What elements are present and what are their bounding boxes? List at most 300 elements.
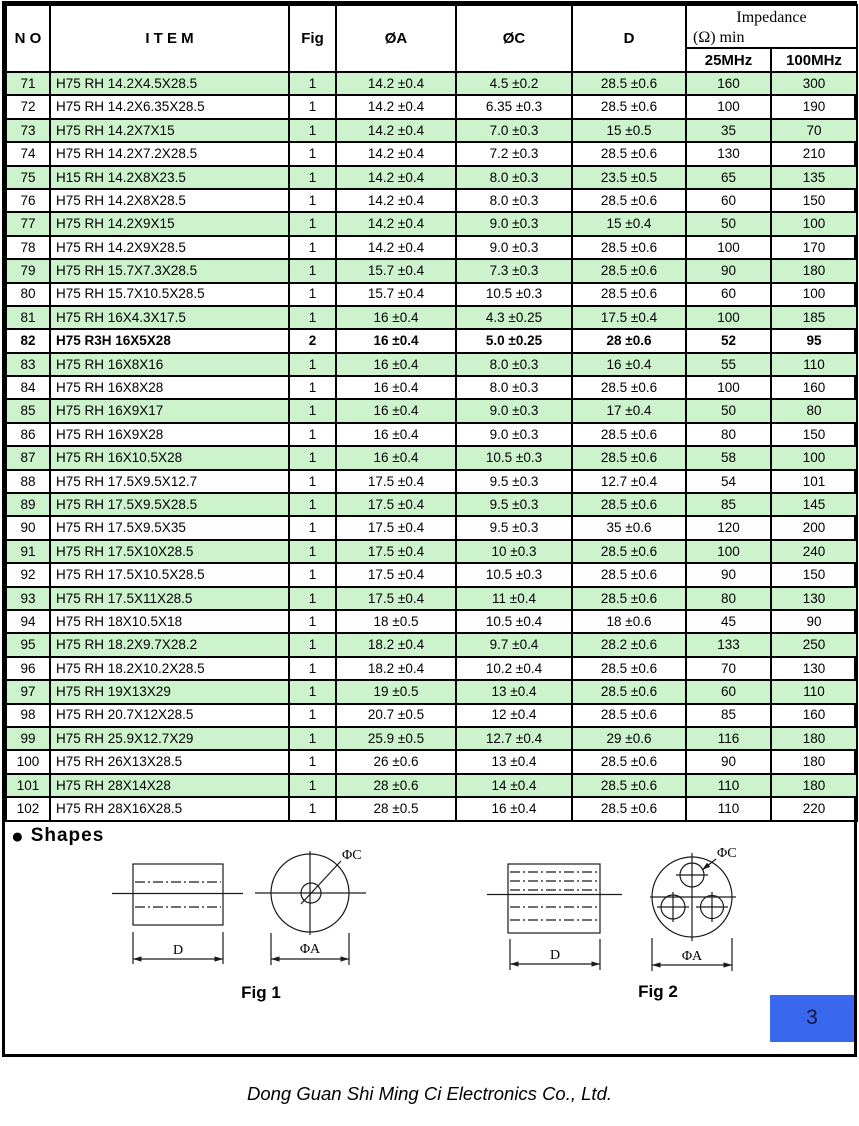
bullet-icon: ● bbox=[11, 824, 25, 848]
cell-fig: 1 bbox=[289, 633, 336, 656]
fig2-front-view bbox=[638, 846, 736, 1001]
fig1-dim-c-label: ΦC bbox=[342, 847, 362, 863]
cell-item: H75 RH 28X14X28 bbox=[50, 774, 289, 797]
cell-item: H75 RH 28X16X28.5 bbox=[50, 797, 289, 820]
cell-z100: 70 bbox=[771, 119, 857, 142]
cell-fig: 1 bbox=[289, 680, 336, 703]
cell-no: 84 bbox=[6, 376, 50, 399]
cell-dia-c: 9.5 ±0.3 bbox=[456, 516, 572, 539]
cell-item: H75 RH 18.2X9.7X28.2 bbox=[50, 633, 289, 656]
cell-dia-a: 25.9 ±0.5 bbox=[336, 727, 456, 750]
cell-z100: 150 bbox=[771, 423, 857, 446]
cell-z100: 101 bbox=[771, 470, 857, 493]
impedance-unit: (Ω) min bbox=[693, 29, 745, 46]
table-row bbox=[6, 306, 857, 329]
cell-item: H75 RH 16X10.5X28 bbox=[50, 446, 289, 469]
cell-fig: 1 bbox=[289, 283, 336, 306]
cell-z25: 80 bbox=[686, 587, 771, 610]
cell-z100: 135 bbox=[771, 166, 857, 189]
table-row bbox=[6, 563, 857, 586]
cell-dia-a: 16 ±0.4 bbox=[336, 376, 456, 399]
table-row bbox=[6, 283, 857, 306]
cell-fig: 1 bbox=[289, 750, 336, 773]
cell-item: H75 RH 14.2X9X28.5 bbox=[50, 236, 289, 259]
cell-dia-a: 15.7 ±0.4 bbox=[336, 259, 456, 282]
cell-dia-c: 12.7 ±0.4 bbox=[456, 727, 572, 750]
cell-item: H75 RH 16X9X28 bbox=[50, 423, 289, 446]
cell-dia-a: 17.5 ±0.4 bbox=[336, 563, 456, 586]
cell-z25: 60 bbox=[686, 189, 771, 212]
cell-d: 12.7 ±0.4 bbox=[572, 470, 686, 493]
cell-fig: 1 bbox=[289, 212, 336, 235]
table-row bbox=[6, 587, 857, 610]
cell-z100: 100 bbox=[771, 446, 857, 469]
impedance-title: Impedance bbox=[736, 9, 807, 26]
cell-z25: 45 bbox=[686, 610, 771, 633]
cell-z100: 180 bbox=[771, 259, 857, 282]
cell-fig: 1 bbox=[289, 353, 336, 376]
shapes-heading bbox=[5, 822, 854, 847]
fig2-dim-c-label: ΦC bbox=[717, 845, 737, 861]
cell-no: 97 bbox=[6, 680, 50, 703]
cell-fig: 1 bbox=[289, 166, 336, 189]
cell-item: H75 RH 14.2X4.5X28.5 bbox=[50, 72, 289, 95]
cell-fig: 1 bbox=[289, 774, 336, 797]
footer-company: Dong Guan Shi Ming Ci Electronics Co., Ltd. bbox=[246, 1083, 613, 1104]
cell-z100: 160 bbox=[771, 704, 857, 727]
cell-fig: 1 bbox=[289, 142, 336, 165]
cell-z100: 110 bbox=[771, 680, 857, 703]
cell-z100: 100 bbox=[771, 283, 857, 306]
cell-z100: 180 bbox=[771, 727, 857, 750]
cell-z100: 145 bbox=[771, 493, 857, 516]
cell-z100: 150 bbox=[771, 563, 857, 586]
cell-z25: 58 bbox=[686, 446, 771, 469]
fig2-caption: Fig 2 bbox=[638, 981, 678, 1001]
cell-z100: 200 bbox=[771, 516, 857, 539]
cell-fig: 1 bbox=[289, 72, 336, 95]
cell-item: H75 R3H 16X5X28 bbox=[50, 329, 289, 352]
cell-item: H75 RH 19X13X29 bbox=[50, 680, 289, 703]
cell-dia-a: 14.2 ±0.4 bbox=[336, 236, 456, 259]
cell-fig: 1 bbox=[289, 423, 336, 446]
cell-item: H75 RH 17.5X10.5X28.5 bbox=[50, 563, 289, 586]
cell-dia-a: 28 ±0.6 bbox=[336, 774, 456, 797]
cell-fig: 1 bbox=[289, 95, 336, 118]
cell-fig: 1 bbox=[289, 189, 336, 212]
shapes-heading-label: Shapes bbox=[30, 824, 105, 846]
cell-d: 28.5 ±0.6 bbox=[572, 797, 686, 820]
cell-item: H75 RH 20.7X12X28.5 bbox=[50, 704, 289, 727]
cell-dia-a: 16 ±0.4 bbox=[336, 423, 456, 446]
cell-dia-a: 17.5 ±0.4 bbox=[336, 470, 456, 493]
fig2-side-view bbox=[487, 864, 622, 970]
cell-item: H75 RH 17.5X9.5X35 bbox=[50, 516, 289, 539]
cell-d: 15 ±0.5 bbox=[572, 119, 686, 142]
cell-item: H75 RH 15.7X10.5X28.5 bbox=[50, 283, 289, 306]
cell-d: 28.5 ±0.6 bbox=[572, 142, 686, 165]
cell-no: 83 bbox=[6, 353, 50, 376]
col-header-25mhz: 25MHz bbox=[686, 48, 771, 72]
cell-dia-c: 10.5 ±0.3 bbox=[456, 283, 572, 306]
table-row bbox=[6, 516, 857, 539]
cell-fig: 1 bbox=[289, 119, 336, 142]
cell-dia-a: 19 ±0.5 bbox=[336, 680, 456, 703]
table-row bbox=[6, 376, 857, 399]
table-row bbox=[6, 329, 857, 352]
cell-d: 28.5 ±0.6 bbox=[572, 563, 686, 586]
cell-z100: 220 bbox=[771, 797, 857, 820]
cell-z25: 90 bbox=[686, 259, 771, 282]
cell-dia-a: 26 ±0.6 bbox=[336, 750, 456, 773]
cell-d: 28.5 ±0.6 bbox=[572, 704, 686, 727]
cell-d: 28.5 ±0.6 bbox=[572, 236, 686, 259]
cell-z25: 60 bbox=[686, 680, 771, 703]
cell-item: H75 RH 14.2X8X28.5 bbox=[50, 189, 289, 212]
cell-no: 75 bbox=[6, 166, 50, 189]
cell-z100: 95 bbox=[771, 329, 857, 352]
cell-dia-c: 4.5 ±0.2 bbox=[456, 72, 572, 95]
col-header-dia-c: ØC bbox=[456, 5, 572, 72]
cell-fig: 1 bbox=[289, 493, 336, 516]
cell-fig: 1 bbox=[289, 563, 336, 586]
cell-d: 28.5 ±0.6 bbox=[572, 259, 686, 282]
cell-dia-c: 13 ±0.4 bbox=[456, 680, 572, 703]
fig1-front-view bbox=[241, 848, 366, 1002]
cell-z100: 90 bbox=[771, 610, 857, 633]
table-row bbox=[6, 610, 857, 633]
cell-d: 28.2 ±0.6 bbox=[572, 633, 686, 656]
cell-dia-c: 8.0 ±0.3 bbox=[456, 353, 572, 376]
cell-no: 101 bbox=[6, 774, 50, 797]
cell-z25: 100 bbox=[686, 306, 771, 329]
cell-fig: 1 bbox=[289, 470, 336, 493]
cell-no: 93 bbox=[6, 587, 50, 610]
cell-z100: 170 bbox=[771, 236, 857, 259]
datasheet-page bbox=[2, 1, 857, 1057]
table-row bbox=[6, 189, 857, 212]
table-row bbox=[6, 750, 857, 773]
cell-fig: 1 bbox=[289, 236, 336, 259]
cell-no: 96 bbox=[6, 657, 50, 680]
cell-dia-a: 28 ±0.5 bbox=[336, 797, 456, 820]
cell-d: 35 ±0.6 bbox=[572, 516, 686, 539]
cell-item: H75 RH 17.5X10X28.5 bbox=[50, 540, 289, 563]
cell-fig: 1 bbox=[289, 259, 336, 282]
cell-item: H75 RH 18.2X10.2X28.5 bbox=[50, 657, 289, 680]
cell-d: 15 ±0.4 bbox=[572, 212, 686, 235]
cell-z25: 100 bbox=[686, 95, 771, 118]
cell-dia-a: 16 ±0.4 bbox=[336, 446, 456, 469]
cell-item: H15 RH 14.2X8X23.5 bbox=[50, 166, 289, 189]
cell-d: 16 ±0.4 bbox=[572, 353, 686, 376]
cell-fig: 1 bbox=[289, 376, 336, 399]
cell-d: 28.5 ±0.6 bbox=[572, 446, 686, 469]
cell-z100: 180 bbox=[771, 750, 857, 773]
table-row bbox=[6, 633, 857, 656]
fig1-caption: Fig 1 bbox=[241, 982, 281, 1002]
cell-no: 72 bbox=[6, 95, 50, 118]
cell-fig: 1 bbox=[289, 446, 336, 469]
shape-drawings bbox=[5, 846, 856, 1008]
col-header-dia-a: ØA bbox=[336, 5, 456, 72]
cell-no: 81 bbox=[6, 306, 50, 329]
cell-z25: 35 bbox=[686, 119, 771, 142]
cell-dia-c: 5.0 ±0.25 bbox=[456, 329, 572, 352]
cell-z25: 85 bbox=[686, 704, 771, 727]
cell-dia-a: 16 ±0.4 bbox=[336, 306, 456, 329]
cell-no: 80 bbox=[6, 283, 50, 306]
table-row bbox=[6, 95, 857, 118]
cell-dia-c: 10.5 ±0.3 bbox=[456, 563, 572, 586]
cell-dia-a: 14.2 ±0.4 bbox=[336, 142, 456, 165]
cell-item: H75 RH 14.2X9X15 bbox=[50, 212, 289, 235]
cell-z25: 120 bbox=[686, 516, 771, 539]
cell-item: H75 RH 18X10.5X18 bbox=[50, 610, 289, 633]
fig1-dim-d-label: D bbox=[172, 942, 184, 958]
cell-z100: 300 bbox=[771, 72, 857, 95]
cell-no: 92 bbox=[6, 563, 50, 586]
table-row bbox=[6, 353, 857, 376]
cell-dia-c: 9.5 ±0.3 bbox=[456, 470, 572, 493]
cell-item: H75 RH 14.2X6.35X28.5 bbox=[50, 95, 289, 118]
cell-z100: 250 bbox=[771, 633, 857, 656]
cell-dia-c: 9.0 ±0.3 bbox=[456, 423, 572, 446]
cell-fig: 1 bbox=[289, 727, 336, 750]
cell-item: H75 RH 26X13X28.5 bbox=[50, 750, 289, 773]
spec-table bbox=[5, 4, 858, 822]
cell-d: 28.5 ±0.6 bbox=[572, 95, 686, 118]
cell-d: 28.5 ±0.6 bbox=[572, 423, 686, 446]
cell-no: 79 bbox=[6, 259, 50, 282]
cell-dia-a: 14.2 ±0.4 bbox=[336, 119, 456, 142]
cell-no: 73 bbox=[6, 119, 50, 142]
cell-no: 86 bbox=[6, 423, 50, 446]
table-row bbox=[6, 680, 857, 703]
cell-no: 102 bbox=[6, 797, 50, 820]
table-row bbox=[6, 236, 857, 259]
cell-z100: 80 bbox=[771, 399, 857, 422]
cell-d: 28.5 ±0.6 bbox=[572, 283, 686, 306]
table-row bbox=[6, 259, 857, 282]
cell-d: 28.5 ±0.6 bbox=[572, 587, 686, 610]
header-row-main bbox=[6, 5, 857, 48]
cell-dia-c: 8.0 ±0.3 bbox=[456, 166, 572, 189]
cell-d: 28.5 ±0.6 bbox=[572, 657, 686, 680]
fig2-dim-a-label: ΦA bbox=[681, 948, 703, 964]
cell-dia-c: 7.0 ±0.3 bbox=[456, 119, 572, 142]
cell-z25: 130 bbox=[686, 142, 771, 165]
cell-z25: 54 bbox=[686, 470, 771, 493]
table-row bbox=[6, 797, 857, 820]
cell-fig: 1 bbox=[289, 540, 336, 563]
table-row bbox=[6, 212, 857, 235]
cell-dia-c: 8.0 ±0.3 bbox=[456, 376, 572, 399]
cell-item: H75 RH 25.9X12.7X29 bbox=[50, 727, 289, 750]
cell-d: 28.5 ±0.6 bbox=[572, 680, 686, 703]
cell-z25: 100 bbox=[686, 540, 771, 563]
cell-no: 78 bbox=[6, 236, 50, 259]
cell-dia-c: 4.3 ±0.25 bbox=[456, 306, 572, 329]
cell-z100: 240 bbox=[771, 540, 857, 563]
cell-d: 18 ±0.6 bbox=[572, 610, 686, 633]
cell-dia-a: 16 ±0.4 bbox=[336, 329, 456, 352]
cell-z100: 180 bbox=[771, 774, 857, 797]
cell-dia-c: 10.5 ±0.3 bbox=[456, 446, 572, 469]
cell-dia-a: 17.5 ±0.4 bbox=[336, 587, 456, 610]
cell-no: 89 bbox=[6, 493, 50, 516]
cell-dia-c: 6.35 ±0.3 bbox=[456, 95, 572, 118]
cell-item: H75 RH 16X8X28 bbox=[50, 376, 289, 399]
cell-item: H75 RH 14.2X7.2X28.5 bbox=[50, 142, 289, 165]
table-row bbox=[6, 72, 857, 95]
cell-dia-c: 10.5 ±0.4 bbox=[456, 610, 572, 633]
cell-fig: 2 bbox=[289, 329, 336, 352]
cell-z25: 70 bbox=[686, 657, 771, 680]
cell-d: 28.5 ±0.6 bbox=[572, 189, 686, 212]
cell-d: 28 ±0.6 bbox=[572, 329, 686, 352]
cell-d: 28.5 ±0.6 bbox=[572, 493, 686, 516]
cell-d: 28.5 ±0.6 bbox=[572, 750, 686, 773]
cell-z25: 60 bbox=[686, 283, 771, 306]
cell-fig: 1 bbox=[289, 657, 336, 680]
col-header-fig: Fig bbox=[289, 5, 336, 72]
table-row bbox=[6, 119, 857, 142]
cell-dia-a: 17.5 ±0.4 bbox=[336, 493, 456, 516]
cell-z100: 190 bbox=[771, 95, 857, 118]
table-row bbox=[6, 446, 857, 469]
cell-d: 28.5 ±0.6 bbox=[572, 376, 686, 399]
cell-z25: 110 bbox=[686, 774, 771, 797]
cell-dia-c: 7.2 ±0.3 bbox=[456, 142, 572, 165]
cell-dia-c: 16 ±0.4 bbox=[456, 797, 572, 820]
table-row bbox=[6, 166, 857, 189]
cell-dia-a: 18 ±0.5 bbox=[336, 610, 456, 633]
cell-z100: 100 bbox=[771, 212, 857, 235]
cell-z25: 90 bbox=[686, 750, 771, 773]
table-row bbox=[6, 423, 857, 446]
cell-fig: 1 bbox=[289, 610, 336, 633]
cell-dia-c: 9.7 ±0.4 bbox=[456, 633, 572, 656]
cell-item: H75 RH 14.2X7X15 bbox=[50, 119, 289, 142]
cell-z25: 65 bbox=[686, 166, 771, 189]
cell-z100: 185 bbox=[771, 306, 857, 329]
page-number-badge: 3 bbox=[770, 995, 854, 1042]
table-row bbox=[6, 657, 857, 680]
cell-item: H75 RH 17.5X9.5X12.7 bbox=[50, 470, 289, 493]
cell-item: H75 RH 17.5X9.5X28.5 bbox=[50, 493, 289, 516]
cell-dia-c: 14 ±0.4 bbox=[456, 774, 572, 797]
cell-no: 90 bbox=[6, 516, 50, 539]
cell-z25: 133 bbox=[686, 633, 771, 656]
fig1-dim-a-label: ΦA bbox=[299, 941, 321, 957]
cell-fig: 1 bbox=[289, 306, 336, 329]
cell-dia-a: 20.7 ±0.5 bbox=[336, 704, 456, 727]
cell-no: 100 bbox=[6, 750, 50, 773]
cell-dia-a: 18.2 ±0.4 bbox=[336, 657, 456, 680]
fig2-dim-d-label: D bbox=[549, 947, 561, 963]
cell-dia-a: 14.2 ±0.4 bbox=[336, 212, 456, 235]
cell-dia-a: 16 ±0.4 bbox=[336, 399, 456, 422]
cell-d: 28.5 ±0.6 bbox=[572, 774, 686, 797]
cell-no: 85 bbox=[6, 399, 50, 422]
cell-no: 88 bbox=[6, 470, 50, 493]
cell-dia-c: 7.3 ±0.3 bbox=[456, 259, 572, 282]
cell-d: 28.5 ±0.6 bbox=[572, 540, 686, 563]
cell-item: H75 RH 16X9X17 bbox=[50, 399, 289, 422]
cell-no: 95 bbox=[6, 633, 50, 656]
cell-z100: 110 bbox=[771, 353, 857, 376]
cell-no: 94 bbox=[6, 610, 50, 633]
cell-dia-c: 10.2 ±0.4 bbox=[456, 657, 572, 680]
cell-fig: 1 bbox=[289, 587, 336, 610]
cell-dia-c: 12 ±0.4 bbox=[456, 704, 572, 727]
cell-z100: 210 bbox=[771, 142, 857, 165]
table-row bbox=[6, 727, 857, 750]
cell-no: 87 bbox=[6, 446, 50, 469]
cell-fig: 1 bbox=[289, 399, 336, 422]
cell-dia-a: 15.7 ±0.4 bbox=[336, 283, 456, 306]
table-row bbox=[6, 704, 857, 727]
cell-z25: 90 bbox=[686, 563, 771, 586]
table-row bbox=[6, 540, 857, 563]
cell-z100: 160 bbox=[771, 376, 857, 399]
cell-d: 29 ±0.6 bbox=[572, 727, 686, 750]
cell-z25: 100 bbox=[686, 236, 771, 259]
cell-z25: 80 bbox=[686, 423, 771, 446]
cell-dia-a: 14.2 ±0.4 bbox=[336, 166, 456, 189]
table-row bbox=[6, 399, 857, 422]
cell-z25: 50 bbox=[686, 399, 771, 422]
cell-d: 28.5 ±0.6 bbox=[572, 72, 686, 95]
cell-dia-a: 17.5 ±0.4 bbox=[336, 516, 456, 539]
cell-no: 99 bbox=[6, 727, 50, 750]
cell-z100: 130 bbox=[771, 657, 857, 680]
cell-item: H75 RH 16X8X16 bbox=[50, 353, 289, 376]
cell-z25: 85 bbox=[686, 493, 771, 516]
cell-dia-a: 14.2 ±0.4 bbox=[336, 95, 456, 118]
cell-dia-c: 9.0 ±0.3 bbox=[456, 236, 572, 259]
cell-dia-c: 9.0 ±0.3 bbox=[456, 212, 572, 235]
cell-d: 17 ±0.4 bbox=[572, 399, 686, 422]
cell-no: 98 bbox=[6, 704, 50, 727]
shapes-section bbox=[5, 822, 854, 1042]
cell-dia-c: 10 ±0.3 bbox=[456, 540, 572, 563]
cell-d: 23.5 ±0.5 bbox=[572, 166, 686, 189]
cell-fig: 1 bbox=[289, 704, 336, 727]
cell-z25: 160 bbox=[686, 72, 771, 95]
cell-no: 82 bbox=[6, 329, 50, 352]
table-row bbox=[6, 142, 857, 165]
cell-dia-a: 14.2 ±0.4 bbox=[336, 189, 456, 212]
cell-d: 17.5 ±0.4 bbox=[572, 306, 686, 329]
cell-item: H75 RH 15.7X7.3X28.5 bbox=[50, 259, 289, 282]
col-header-no: N O bbox=[6, 5, 50, 72]
cell-z25: 116 bbox=[686, 727, 771, 750]
cell-fig: 1 bbox=[289, 797, 336, 820]
col-header-100mhz: 100MHz bbox=[771, 48, 857, 72]
table-row bbox=[6, 493, 857, 516]
cell-no: 91 bbox=[6, 540, 50, 563]
cell-z25: 110 bbox=[686, 797, 771, 820]
cell-dia-a: 17.5 ±0.4 bbox=[336, 540, 456, 563]
cell-item: H75 RH 16X4.3X17.5 bbox=[50, 306, 289, 329]
cell-dia-a: 16 ±0.4 bbox=[336, 353, 456, 376]
cell-dia-c: 8.0 ±0.3 bbox=[456, 189, 572, 212]
col-header-impedance bbox=[686, 5, 857, 48]
cell-fig: 1 bbox=[289, 516, 336, 539]
cell-dia-a: 18.2 ±0.4 bbox=[336, 633, 456, 656]
